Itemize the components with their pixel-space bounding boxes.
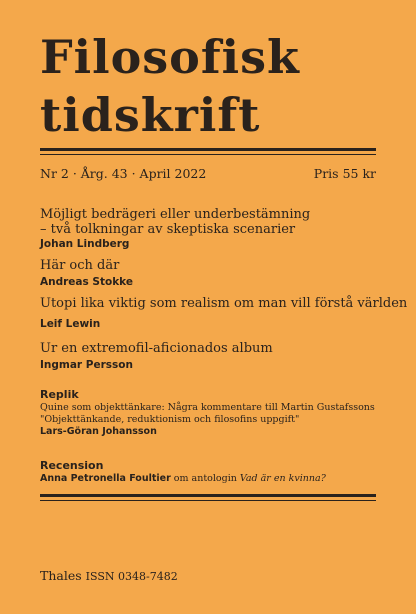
replik-title: Quine som objekttänkare: Några kommentare till Martin Gustafssons [40,402,375,413]
replik-title-cont: "Objekttänkande, reduktionism och filosofins uppgift" [40,414,300,425]
article-4 [40,341,380,372]
publisher-name: Thales [40,568,82,583]
recension-author: Anna Petronella Foultier [40,473,171,484]
recension-connector: om antologin [170,473,240,484]
article-title: Utopi lika viktig som realism om man vill förstå världen [40,296,408,311]
article-author: Johan Lindberg [40,238,130,250]
bottom-rule-thick [40,494,376,497]
article-author: Ingmar Persson [40,359,133,371]
journal-title-line2: tidskrift [40,88,261,142]
journal-title-line1: Filosofisk [40,30,300,84]
bottom-rule-thin [40,500,376,501]
article-author: Leif Lewin [40,318,101,330]
article-title-cont: – två tolkningar av skeptiska scenarier [40,222,296,237]
recension-line [40,473,385,485]
article-title: Möjligt bedrägeri eller underbestämning [40,207,311,222]
article-1 [40,207,380,251]
issn: ISSN 0348-7482 [85,570,178,583]
top-rule-thick [40,148,376,151]
issue-info: Nr 2 · Årg. 43 · April 2022 [40,166,207,181]
article-2 [40,258,380,289]
recension-section [40,459,385,485]
top-rule-thin [40,154,376,155]
recension-heading: Recension [40,459,104,472]
article-title: Ur en extremofil-aficionados album [40,341,273,356]
replik-author: Lars-Göran Johansson [40,426,157,437]
price: Pris 55 kr [313,166,376,181]
article-title: Här och där [40,258,120,273]
publisher-line [40,568,178,583]
recension-book-title: Vad är en kvinna? [239,473,326,484]
replik-heading: Replik [40,388,79,401]
article-author: Andreas Stokke [40,276,134,288]
replik-section [40,388,385,438]
article-3 [40,296,408,331]
